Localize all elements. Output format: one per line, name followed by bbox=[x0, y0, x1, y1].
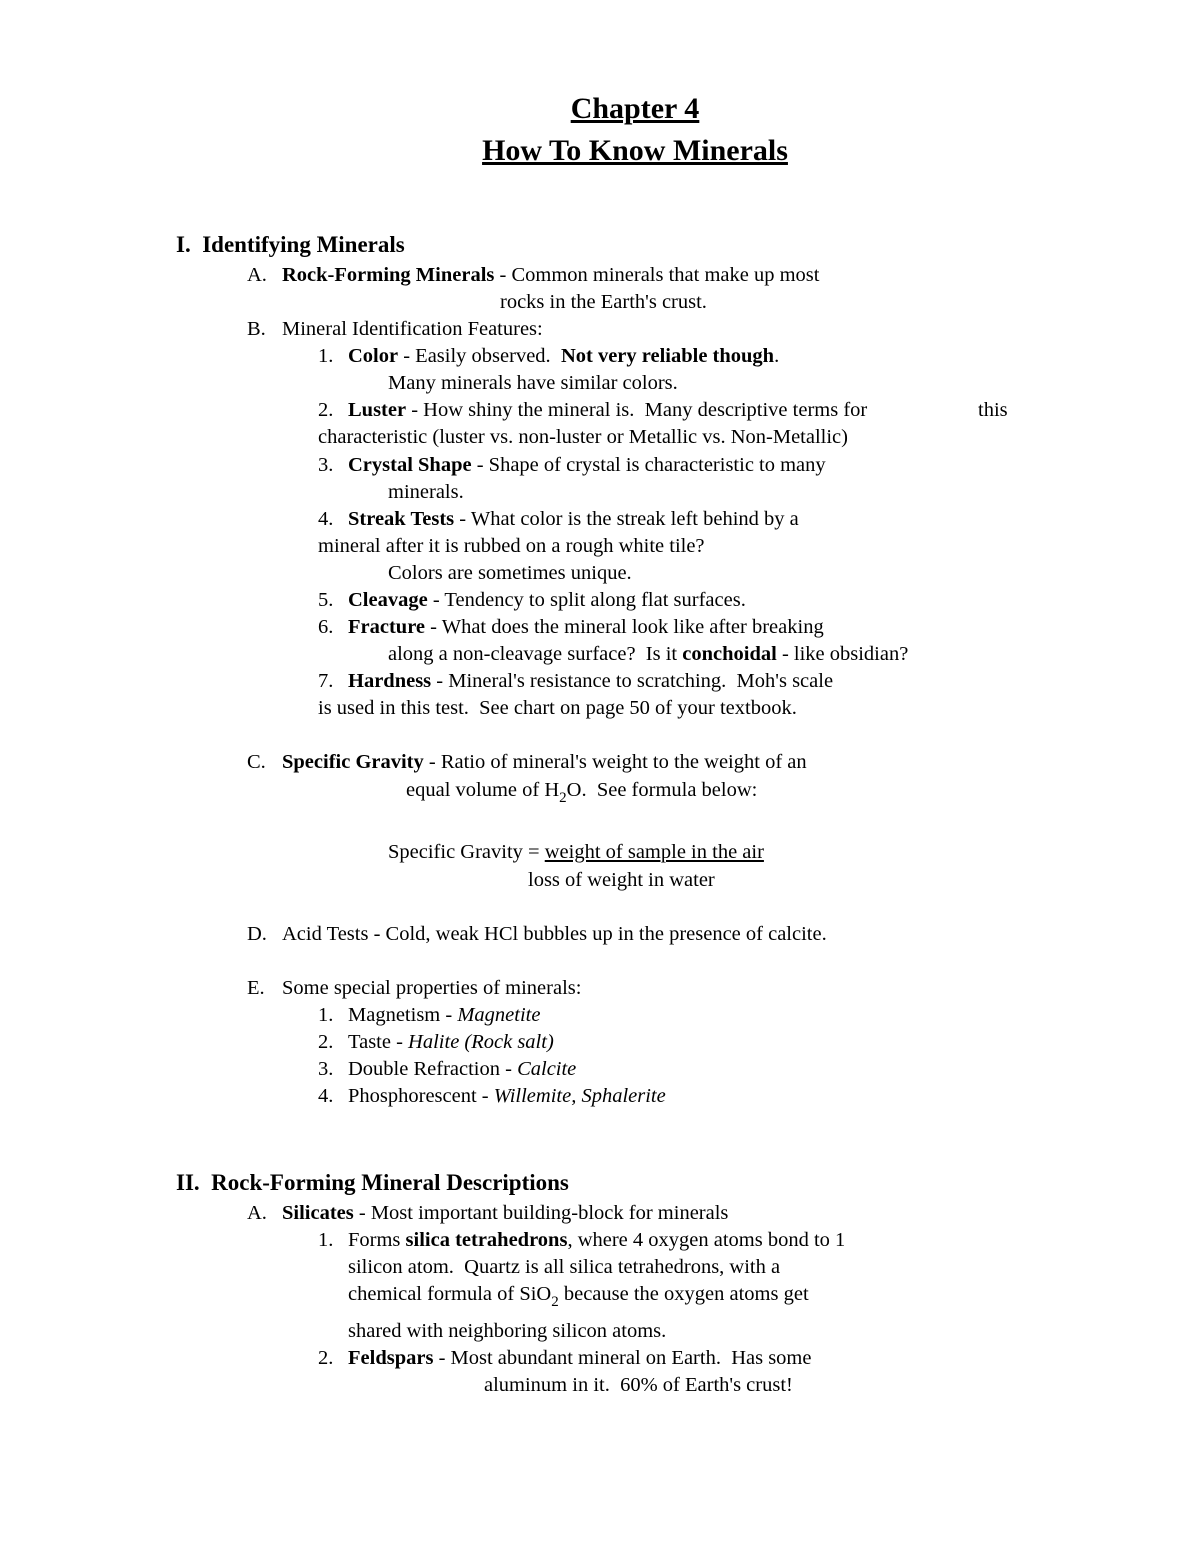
list-number: 1. bbox=[318, 345, 334, 367]
feature-luster-extra: this bbox=[978, 399, 1008, 421]
list-number: 4. bbox=[318, 508, 334, 530]
list-number: 5. bbox=[318, 589, 334, 611]
term: silica tetrahedrons bbox=[405, 1229, 568, 1251]
feature-fracture-cont bbox=[388, 641, 908, 667]
text: Magnetism - bbox=[348, 1004, 458, 1026]
list-number: 3. bbox=[318, 454, 334, 476]
formula-numerator: weight of sample in the air bbox=[544, 841, 764, 863]
list-number: 1. bbox=[318, 1229, 334, 1251]
subscript: 2 bbox=[551, 1294, 559, 1310]
list-number: 2. bbox=[318, 399, 334, 421]
punct: . bbox=[774, 345, 780, 367]
text: Forms bbox=[348, 1229, 406, 1251]
formula-lhs: Specific Gravity = bbox=[388, 841, 545, 863]
text: Phosphorescent - bbox=[348, 1085, 494, 1107]
property-magnetism bbox=[348, 1002, 540, 1028]
definition: - Common minerals that make up most bbox=[494, 264, 820, 286]
list-number: 2. bbox=[318, 1031, 334, 1053]
definition: - How shiny the mineral is. Many descriptive terms for bbox=[406, 399, 868, 421]
silicates-item-1-line-4: shared with neighboring silicon atoms. bbox=[348, 1320, 667, 1342]
silicates-item-2 bbox=[348, 1345, 811, 1371]
text: , where 4 oxygen atoms bond to 1 bbox=[567, 1229, 846, 1251]
section-heading-1: I. Identifying Minerals bbox=[176, 232, 405, 257]
item-I-C: C. bbox=[247, 751, 266, 773]
list-number: 1. bbox=[318, 1004, 334, 1026]
term: Hardness bbox=[348, 670, 432, 692]
term: conchoidal bbox=[682, 643, 777, 665]
list-number: 6. bbox=[318, 616, 334, 638]
text: equal volume of H bbox=[406, 779, 560, 801]
item-I-B-text: Mineral Identification Features: bbox=[282, 318, 543, 340]
term: Fracture bbox=[348, 616, 426, 638]
property-taste bbox=[348, 1029, 554, 1055]
text: Double Refraction - bbox=[348, 1058, 518, 1080]
definition: - Mineral's resistance to scratching. Moh's scale bbox=[431, 670, 834, 692]
item-II-A: A. bbox=[247, 1202, 267, 1224]
definition: - Most important building-block for minerals bbox=[353, 1202, 729, 1224]
feature-hardness bbox=[348, 668, 833, 694]
section-heading-2: II. Rock-Forming Mineral Descriptions bbox=[176, 1170, 569, 1195]
feature-luster-cont: characteristic (luster vs. non-luster or Metallic vs. Non-Metallic) bbox=[318, 426, 848, 448]
list-number: 7. bbox=[318, 670, 334, 692]
example: Magnetite bbox=[457, 1004, 541, 1026]
feature-luster bbox=[348, 397, 867, 423]
definition: - Ratio of mineral's weight to the weight of an bbox=[423, 751, 807, 773]
text: - like obsidian? bbox=[776, 643, 909, 665]
list-number: 4. bbox=[318, 1085, 334, 1107]
silicates-item-2-cont: aluminum in it. 60% of Earth's crust! bbox=[484, 1374, 793, 1396]
text: chemical formula of SiO bbox=[348, 1283, 552, 1305]
feature-color bbox=[348, 343, 779, 369]
term: Rock-Forming Minerals bbox=[282, 264, 495, 286]
item-I-A-cont: rocks in the Earth's crust. bbox=[500, 291, 707, 313]
item-I-E: E. bbox=[247, 977, 265, 999]
emphasis: Not very reliable though bbox=[560, 345, 775, 367]
definition: - Tendency to split along flat surfaces. bbox=[427, 589, 746, 611]
marker: A. bbox=[247, 264, 267, 286]
text: along a non-cleavage surface? Is it bbox=[388, 643, 683, 665]
term: Crystal Shape bbox=[348, 454, 472, 476]
item-I-C-cont bbox=[406, 777, 758, 806]
term: Streak Tests bbox=[348, 508, 455, 530]
example: Halite (Rock salt) bbox=[408, 1031, 554, 1053]
feature-streak-cont-2: Colors are sometimes unique. bbox=[388, 562, 632, 584]
item-I-B: B. bbox=[247, 318, 266, 340]
property-phosphorescent bbox=[348, 1083, 666, 1109]
example: Willemite, Sphalerite bbox=[493, 1085, 666, 1107]
subscript: 2 bbox=[559, 790, 567, 806]
definition: - What color is the streak left behind by a bbox=[454, 508, 799, 530]
text: because the oxygen atoms get bbox=[558, 1283, 809, 1305]
item-I-D: D. bbox=[247, 923, 267, 945]
definition: - Easily observed. bbox=[398, 345, 561, 367]
term: Silicates bbox=[282, 1202, 354, 1224]
item-I-A-text bbox=[282, 262, 819, 288]
feature-color-cont: Many minerals have similar colors. bbox=[388, 372, 678, 394]
example: Calcite bbox=[517, 1058, 577, 1080]
list-number: 2. bbox=[318, 1347, 334, 1369]
text: Taste - bbox=[348, 1031, 409, 1053]
property-double-refraction bbox=[348, 1056, 576, 1082]
term: Cleavage bbox=[348, 589, 428, 611]
item-I-C-text bbox=[282, 749, 807, 775]
formula-numerator-line bbox=[388, 839, 764, 865]
list-number: 3. bbox=[318, 1058, 334, 1080]
definition: - Most abundant mineral on Earth. Has some bbox=[433, 1347, 812, 1369]
silicates-item-1 bbox=[348, 1227, 845, 1253]
text: O. See formula below: bbox=[566, 779, 758, 801]
term: Color bbox=[348, 345, 399, 367]
feature-hardness-cont: is used in this test. See chart on page 50 of your textbook. bbox=[318, 697, 797, 719]
feature-streak-cont: mineral after it is rubbed on a rough white tile? bbox=[318, 535, 705, 557]
feature-crystal-shape bbox=[348, 452, 826, 478]
chapter-title: Chapter 4 bbox=[570, 92, 700, 125]
feature-streak bbox=[348, 506, 799, 532]
item-I-A bbox=[247, 262, 267, 288]
feature-crystal-shape-cont: minerals. bbox=[388, 481, 464, 503]
item-II-A-text bbox=[282, 1200, 728, 1226]
term: Feldspars bbox=[348, 1347, 434, 1369]
term: Specific Gravity bbox=[282, 751, 424, 773]
definition: - What does the mineral look like after breaking bbox=[425, 616, 824, 638]
formula-denominator: loss of weight in water bbox=[528, 869, 715, 891]
feature-fracture bbox=[348, 614, 824, 640]
silicates-item-1-line-2: silicon atom. Quartz is all silica tetrahedrons, with a bbox=[348, 1256, 781, 1278]
definition: - Shape of crystal is characteristic to many bbox=[471, 454, 826, 476]
chapter-subtitle: How To Know Minerals bbox=[482, 134, 788, 167]
silicates-item-1-line-3 bbox=[348, 1281, 809, 1310]
feature-cleavage bbox=[348, 587, 746, 613]
term: Luster bbox=[348, 399, 407, 421]
item-I-E-text: Some special properties of minerals: bbox=[282, 977, 582, 999]
item-I-D-text: Acid Tests - Cold, weak HCl bubbles up in the presence of calcite. bbox=[282, 923, 827, 945]
